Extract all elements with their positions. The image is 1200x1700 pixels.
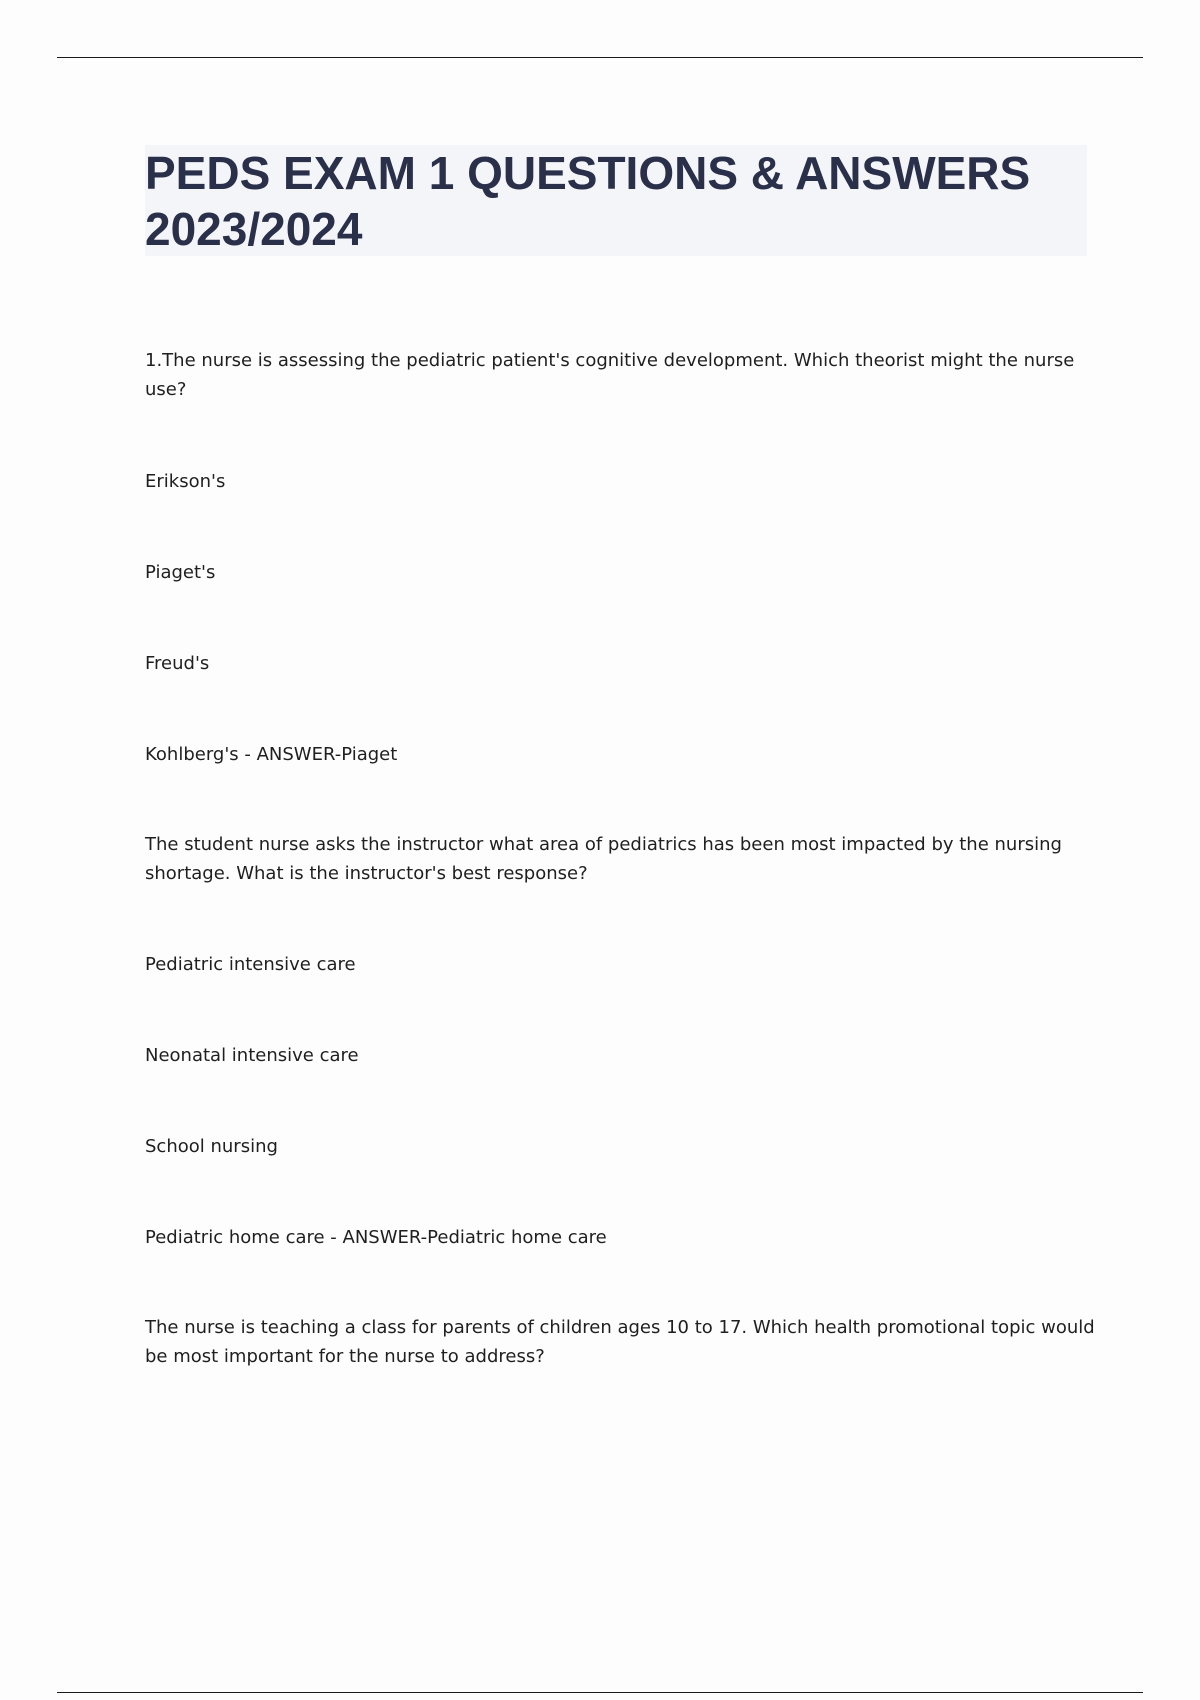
question-2: The student nurse asks the instructor what area of pediatrics has been most impacted by the nursing shortage. What is the instructor's best response? xyxy=(145,834,1062,884)
option-1b: Piaget's xyxy=(145,562,216,583)
question-1: 1.The nurse is assessing the pediatric patient's cognitive development. Which theorist might the nurse use? xyxy=(145,350,1075,400)
option-2d-answer: Pediatric home care - ANSWER-Pediatric home care xyxy=(145,1227,607,1248)
option-2c: School nursing xyxy=(145,1136,278,1157)
question-3: The nurse is teaching a class for parents of children ages 10 to 17. Which health promotional topic would be most important for the nurse to address? xyxy=(145,1317,1095,1367)
option-1a: Erikson's xyxy=(145,471,226,492)
option-2b: Neonatal intensive care xyxy=(145,1045,359,1066)
document-title: PEDS EXAM 1 QUESTIONS & ANSWERS 2023/2024 xyxy=(145,147,1031,255)
option-2a: Pediatric intensive care xyxy=(145,954,356,975)
bottom-rule xyxy=(57,1692,1143,1693)
top-rule xyxy=(57,57,1143,58)
option-1d-answer: Kohlberg's - ANSWER-Piaget xyxy=(145,744,398,765)
option-1c: Freud's xyxy=(145,653,210,674)
title-banner xyxy=(145,145,1087,256)
